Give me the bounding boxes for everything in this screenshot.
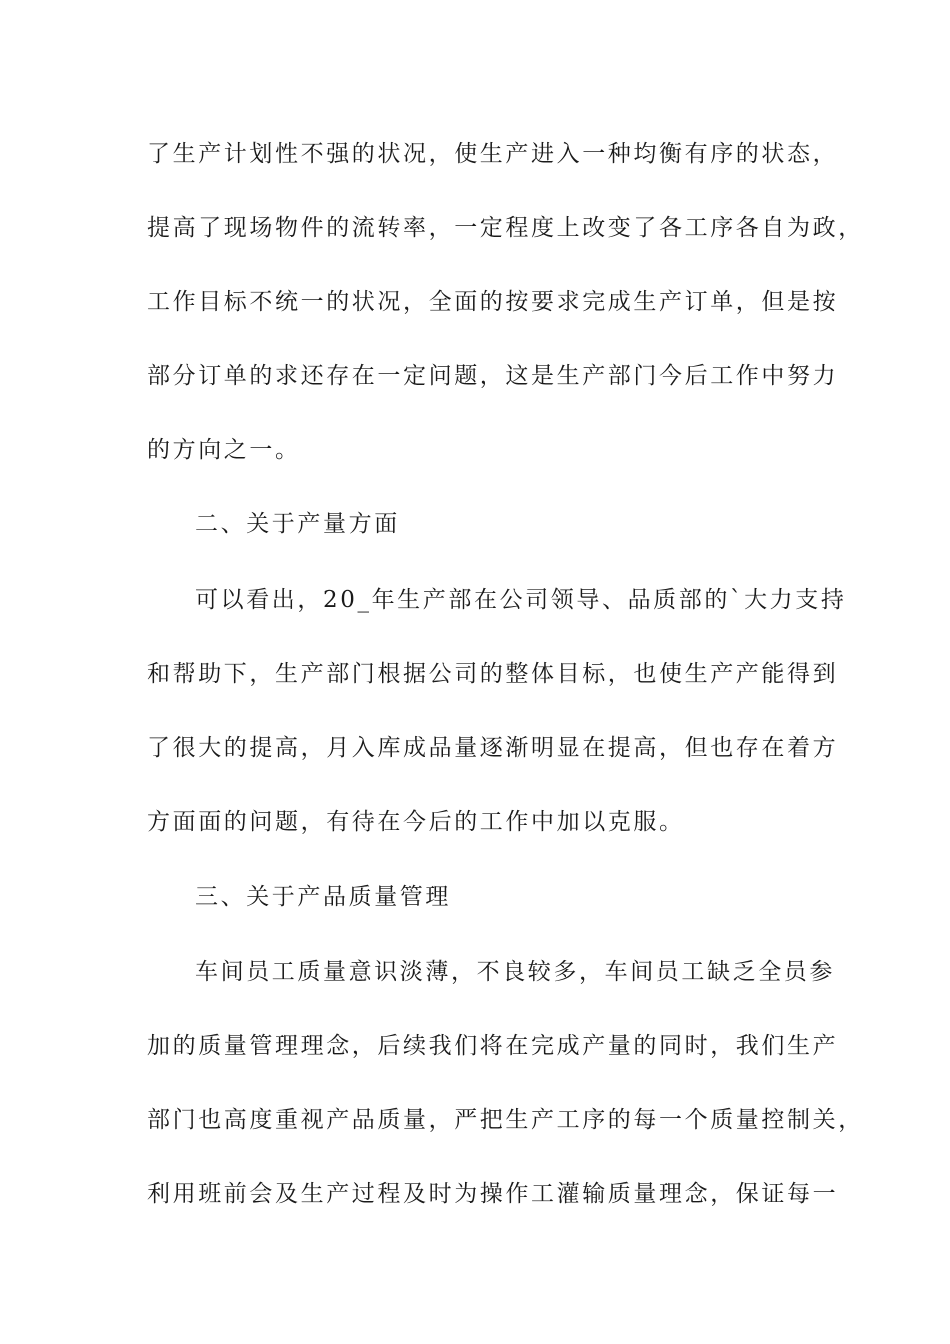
text-line: 车间员工质量意识淡薄，不良较多，车间员工缺乏全员参 — [195, 959, 835, 985]
text-line: 方面面的问题，有待在今后的工作中加以克服。 — [147, 809, 685, 835]
text-line: 可以看出，20_年生产部在公司领导、品质部的`大力支持 — [195, 587, 847, 613]
text-line: 和帮助下，生产部门根据公司的整体目标，也使生产产能得到 — [147, 661, 839, 687]
text-line: 的方向之一。 — [147, 437, 301, 463]
section-heading: 二、关于产量方面 — [195, 511, 400, 537]
text-line: 利用班前会及生产过程及时为操作工灌输质量理念，保证每一 — [147, 1181, 839, 1207]
text-line: 了很大的提高，月入库成品量逐渐明显在提高，但也存在着方 — [147, 735, 839, 761]
text-line: 提高了现场物件的流转率，一定程度上改变了各工序各自为政， — [147, 215, 864, 241]
text-line: 部门也高度重视产品质量，严把生产工序的每一个质量控制关， — [147, 1107, 864, 1133]
text-line: 工作目标不统一的状况，全面的按要求完成生产订单，但是按 — [147, 289, 839, 315]
text-line: 加的质量管理理念，后续我们将在完成产量的同时，我们生产 — [147, 1033, 839, 1059]
text-line: 部分订单的求还存在一定问题，这是生产部门今后工作中努力 — [147, 363, 839, 389]
section-heading: 三、关于产品质量管理 — [195, 884, 451, 910]
text-line: 了生产计划性不强的状况，使生产进入一种均衡有序的状态， — [147, 141, 839, 167]
